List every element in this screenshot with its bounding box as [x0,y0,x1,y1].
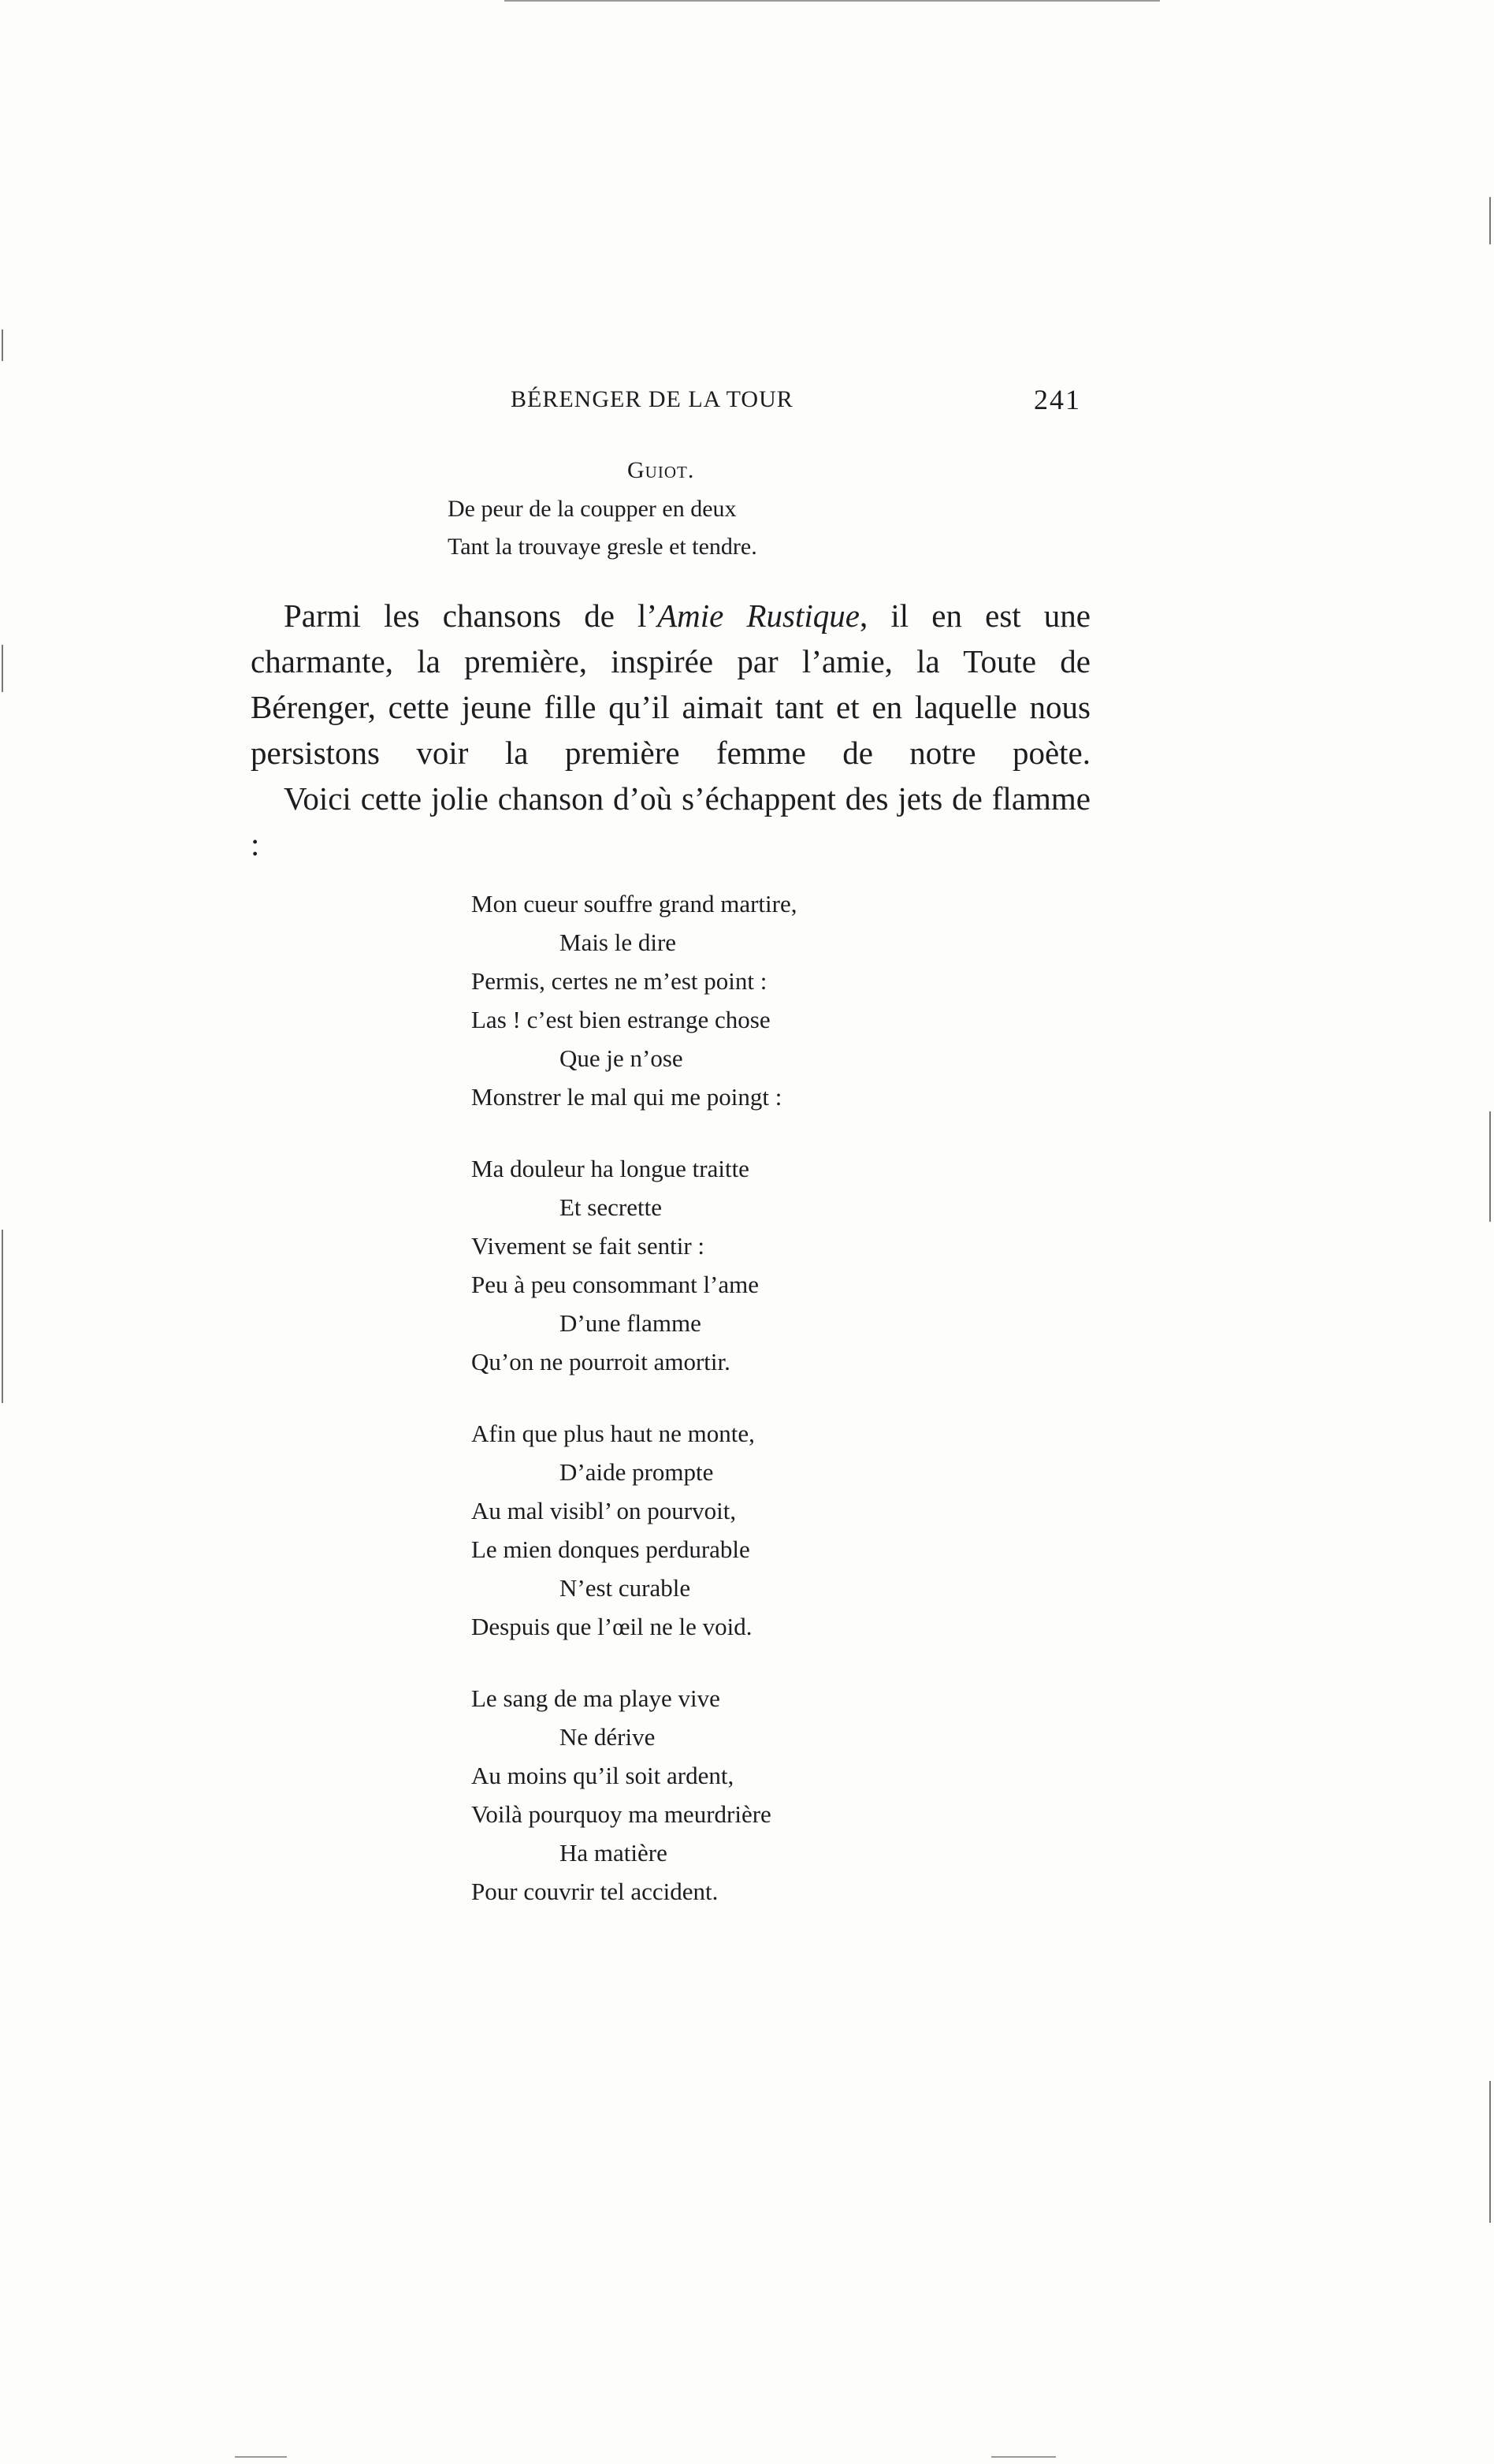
right-margin-mark [1489,2081,1491,2223]
stanza [471,1414,797,1646]
bottom-edge-rule-left [235,2456,287,2458]
verse-line: Peu à peu consommant l’ame [471,1271,760,1298]
quoted-dialogue [448,451,757,566]
verse-line: Mon cueur souffre grand martire, [471,890,797,917]
quote-line: De peur de la coupper en deux [448,496,737,522]
body-text [251,593,1091,867]
speaker-name: Guiot. [627,457,695,483]
right-margin-mark [1489,197,1491,244]
bottom-edge-rule-center [991,2456,1056,2458]
right-margin-mark [1489,1111,1491,1222]
verse-line: Au moins qu’il soit ardent, [471,1762,734,1789]
verse-line: D’une flamme [559,1309,701,1337]
verse-line: Au mal visibl’ on pourvoit, [471,1497,737,1524]
paragraph: Voici cette jolie chanson d’où s’échappent des jets de flamme : [251,780,1091,862]
verse-line: Permis, certes ne m’est point : [471,967,767,995]
verse-line: Le mien donques perdurable [471,1535,750,1563]
verse-line: D’aide prompte [559,1458,714,1486]
running-title: BÉRENGER DE LA TOUR [511,386,793,412]
verse-line: Qu’on ne pourroit amortir. [471,1348,730,1375]
verse-line: Le sang de ma playe vive [471,1684,720,1712]
verse-line: Que je n’ose [559,1044,683,1072]
verse-line: Et secrette [559,1193,662,1221]
book-title: Amie Rustique [657,597,860,634]
verse-line: N’est curable [559,1574,691,1602]
verse-line: Despuis que l’œil ne le void. [471,1613,753,1640]
top-edge-rule [504,0,1160,2]
verse-line: Voilà pourquoy ma meurdrière [471,1800,771,1828]
quote-line: Tant la trouvaye gresle et tendre. [448,534,757,560]
stanza [471,1679,797,1911]
verse-line: Pour couvrir tel accident. [471,1878,719,1905]
verse-line: Afin que plus haut ne monte, [471,1420,755,1447]
verse-line: Las ! c’est bien estrange chose [471,1006,771,1033]
left-margin-mark [2,329,3,361]
verse-line: Monstrer le mal qui me poingt : [471,1083,782,1111]
page-number: 241 [1034,384,1081,415]
verse-line: Ma douleur ha longue traitte [471,1155,749,1182]
left-margin-mark [2,1230,3,1403]
paragraph-text: Parmi les chansons de l’ [284,597,658,634]
paragraph [251,593,1091,776]
verse-line: Ha matière [559,1839,667,1867]
stanza [471,1149,797,1381]
verse-line: Vivement se fait sentir : [471,1232,704,1260]
verse-line: Mais le dire [559,929,677,956]
stanza [471,884,797,1116]
paragraph-text: , il en est une charmante, la première, inspirée par l’amie, la Toute de Bérenger, cette jeune fille qu’il aimait tant et en laquelle nous persistons voir la première femme de notre poète. [251,597,1091,771]
verse-line: Ne dérive [559,1723,656,1751]
left-margin-mark [2,645,3,692]
poem [471,884,797,1944]
